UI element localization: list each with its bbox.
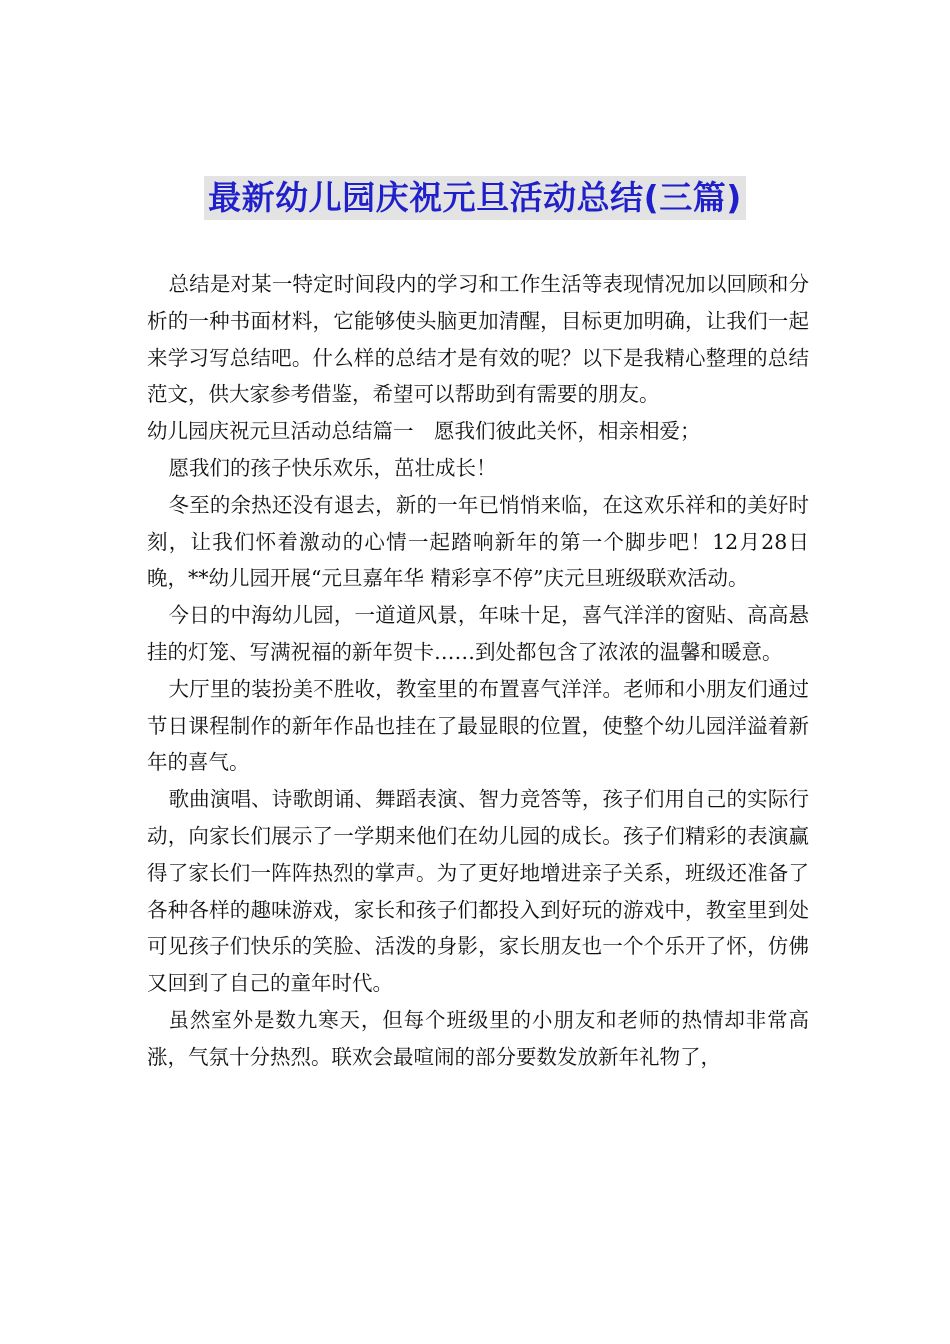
paragraph-event-intro: 冬至的余热还没有退去，新的一年已悄悄来临，在这欢乐祥和的美好时刻，让我们怀着激动的心情一起踏响新年的第一个脚步吧！12月28日晚，**幼儿园开展“元旦嘉年华 精彩享不停”庆元旦班级联欢活动。 <box>147 492 809 591</box>
document-title: 最新幼儿园庆祝元旦活动总结(三篇) <box>204 176 746 220</box>
document-body <box>147 266 809 1076</box>
paragraph-wish: 愿我们的孩子快乐欢乐，茁壮成长！ <box>168 455 497 480</box>
paragraph-performances: 歌曲演唱、诗歌朗诵、舞蹈表演、智力竞答等，孩子们用自己的实际行动，向家长们展示了一学期来他们在幼儿园的成长。孩子们精彩的表演赢得了家长们一阵阵热烈的掌声。为了更好地增进亲子关系，班级还准备了各种各样的趣味游戏，家长和孩子们都投入到好玩的游戏中，教室里到处可见孩子们快乐的笑脸、活泼的身影，家长朋友也一个个乐开了怀，仿佛又回到了自己的童年时代。 <box>147 787 809 996</box>
paragraph-decorations: 今日的中海幼儿园，一道道风景，年味十足，喜气洋洋的窗贴、高高悬挂的灯笼、写满祝福的新年贺卡……到处都包含了浓浓的温馨和暖意。 <box>147 603 809 664</box>
title-container <box>0 176 950 220</box>
paragraph-section-heading: 幼儿园庆祝元旦活动总结篇一 愿我们彼此关怀，相亲相爱； <box>147 419 701 444</box>
paragraph-hall: 大厅里的装扮美不胜收，教室里的布置喜气洋洋。老师和小朋友们通过节日课程制作的新年作品也挂在了最显眼的位置，使整个幼儿园洋溢着新年的喜气。 <box>147 676 809 775</box>
paragraph-intro: 总结是对某一特定时间段内的学习和工作生活等表现情况加以回顾和分析的一种书面材料，它能够使头脑更加清醒，目标更加明确，让我们一起来学习写总结吧。什么样的总结才是有效的呢？以下是我精心整理的总结范文，供大家参考借鉴，希望可以帮助到有需要的朋友。 <box>147 272 809 407</box>
paragraph-atmosphere: 虽然室外是数九寒天，但每个班级里的小朋友和老师的热情却非常高涨，气氛十分热烈。联欢会最喧闹的部分要数发放新年礼物了， <box>147 1007 809 1069</box>
